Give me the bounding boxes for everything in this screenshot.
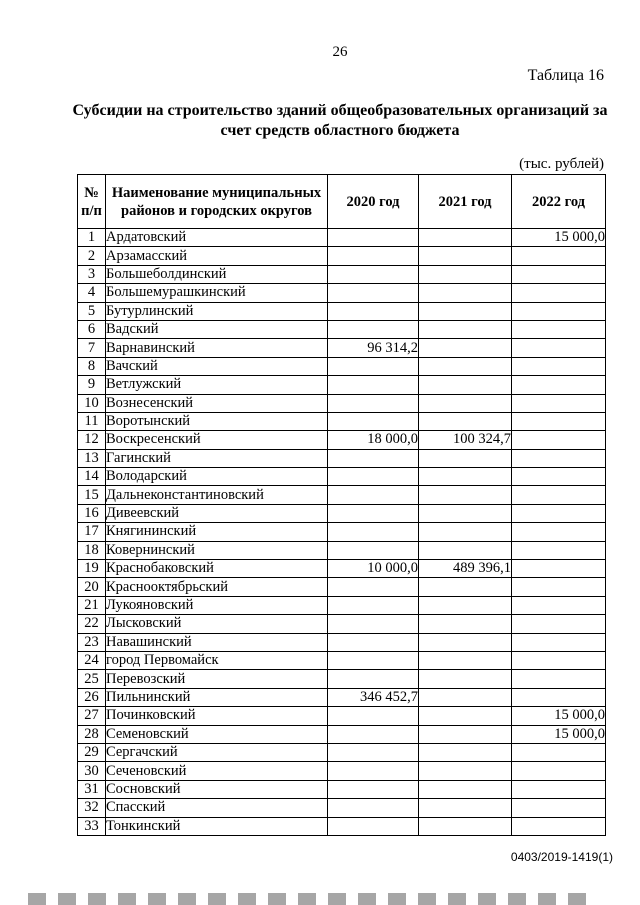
table-row — [78, 247, 606, 265]
value-2020 — [328, 357, 419, 375]
municipality-name: Навашинский — [106, 633, 328, 651]
value-2020 — [328, 247, 419, 265]
value-2021 — [419, 265, 512, 283]
value-2021 — [419, 743, 512, 761]
value-2020 — [328, 486, 419, 504]
municipality-name: Сергачский — [106, 743, 328, 761]
municipality-name: Воротынский — [106, 412, 328, 430]
value-2020 — [328, 817, 419, 835]
value-2020 — [328, 651, 419, 669]
table-row — [78, 431, 606, 449]
value-2020 — [328, 633, 419, 651]
value-2021 — [419, 302, 512, 320]
table-row — [78, 651, 606, 669]
value-2020 — [328, 229, 419, 247]
value-2020 — [328, 394, 419, 412]
value-2021: 100 324,7 — [419, 431, 512, 449]
value-2020 — [328, 707, 419, 725]
value-2022 — [512, 302, 606, 320]
value-2022 — [512, 523, 606, 541]
row-number: 2 — [78, 247, 106, 265]
header-2021: 2021 год — [419, 175, 512, 229]
value-2021 — [419, 615, 512, 633]
table-label: Таблица 16 — [527, 67, 604, 84]
value-2021 — [419, 412, 512, 430]
row-number: 5 — [78, 302, 106, 320]
table-row — [78, 504, 606, 522]
municipality-name: Перевозский — [106, 670, 328, 688]
municipality-name: Вадский — [106, 320, 328, 338]
value-2020: 18 000,0 — [328, 431, 419, 449]
municipality-name: Семеновский — [106, 725, 328, 743]
value-2021 — [419, 578, 512, 596]
municipality-name: Дивеевский — [106, 504, 328, 522]
value-2022 — [512, 486, 606, 504]
units-note: (тыс. рублей) — [519, 156, 604, 172]
value-2020 — [328, 762, 419, 780]
row-number: 8 — [78, 357, 106, 375]
row-number: 33 — [78, 817, 106, 835]
table-row — [78, 707, 606, 725]
value-2022 — [512, 651, 606, 669]
table-row — [78, 412, 606, 430]
row-number: 22 — [78, 615, 106, 633]
title-line-2: счет средств областного бюджета — [220, 122, 460, 139]
value-2021 — [419, 817, 512, 835]
municipality-name: Княгининский — [106, 523, 328, 541]
scan-edge-artifact — [28, 893, 588, 905]
value-2022 — [512, 615, 606, 633]
value-2020: 10 000,0 — [328, 560, 419, 578]
table-row — [78, 560, 606, 578]
value-2020 — [328, 541, 419, 559]
value-2021 — [419, 762, 512, 780]
value-2022: 15 000,0 — [512, 707, 606, 725]
row-number: 18 — [78, 541, 106, 559]
value-2022 — [512, 633, 606, 651]
table-row — [78, 817, 606, 835]
row-number: 4 — [78, 284, 106, 302]
header-row — [78, 175, 606, 229]
value-2021 — [419, 725, 512, 743]
row-number: 19 — [78, 560, 106, 578]
municipality-name: Краснооктябрьский — [106, 578, 328, 596]
value-2020 — [328, 284, 419, 302]
value-2020 — [328, 725, 419, 743]
table-row — [78, 284, 606, 302]
row-number: 6 — [78, 320, 106, 338]
value-2020 — [328, 376, 419, 394]
municipality-name: Лысковский — [106, 615, 328, 633]
value-2022 — [512, 670, 606, 688]
value-2021 — [419, 523, 512, 541]
value-2022 — [512, 780, 606, 798]
row-number: 32 — [78, 799, 106, 817]
row-number: 27 — [78, 707, 106, 725]
value-2021 — [419, 357, 512, 375]
value-2022 — [512, 504, 606, 522]
value-2022 — [512, 449, 606, 467]
value-2020 — [328, 670, 419, 688]
value-2021 — [419, 504, 512, 522]
row-number: 23 — [78, 633, 106, 651]
value-2020 — [328, 596, 419, 614]
value-2021 — [419, 780, 512, 798]
value-2021 — [419, 688, 512, 706]
municipality-name: Большеболдинский — [106, 265, 328, 283]
municipality-name: Володарский — [106, 468, 328, 486]
value-2021 — [419, 633, 512, 651]
municipality-name: Бутурлинский — [106, 302, 328, 320]
value-2021 — [419, 229, 512, 247]
value-2020: 96 314,2 — [328, 339, 419, 357]
value-2022 — [512, 265, 606, 283]
row-number: 10 — [78, 394, 106, 412]
value-2021 — [419, 670, 512, 688]
value-2020 — [328, 523, 419, 541]
municipality-name: Большемурашкинский — [106, 284, 328, 302]
value-2020 — [328, 468, 419, 486]
row-number: 26 — [78, 688, 106, 706]
header-2020: 2020 год — [328, 175, 419, 229]
value-2022 — [512, 541, 606, 559]
page-number: 26 — [332, 44, 348, 60]
row-number: 28 — [78, 725, 106, 743]
value-2021 — [419, 339, 512, 357]
value-2022 — [512, 284, 606, 302]
municipality-name: Дальнеконстантиновский — [106, 486, 328, 504]
row-number: 25 — [78, 670, 106, 688]
header-2022: 2022 год — [512, 175, 606, 229]
table-row — [78, 449, 606, 467]
value-2022 — [512, 578, 606, 596]
table-row — [78, 468, 606, 486]
row-number: 24 — [78, 651, 106, 669]
table-row — [78, 229, 606, 247]
row-number: 31 — [78, 780, 106, 798]
row-number: 11 — [78, 412, 106, 430]
municipality-name: Спасский — [106, 799, 328, 817]
value-2021 — [419, 541, 512, 559]
table-row — [78, 780, 606, 798]
municipality-name: Ветлужский — [106, 376, 328, 394]
value-2021 — [419, 320, 512, 338]
value-2020 — [328, 320, 419, 338]
value-2022 — [512, 357, 606, 375]
table-row — [78, 799, 606, 817]
row-number: 12 — [78, 431, 106, 449]
row-number: 17 — [78, 523, 106, 541]
table-row — [78, 486, 606, 504]
value-2022 — [512, 799, 606, 817]
municipality-name: Ковернинский — [106, 541, 328, 559]
table-title — [60, 101, 620, 141]
table-row — [78, 743, 606, 761]
value-2022 — [512, 468, 606, 486]
table-row — [78, 376, 606, 394]
table-row — [78, 265, 606, 283]
municipality-name: Ардатовский — [106, 229, 328, 247]
value-2022: 15 000,0 — [512, 229, 606, 247]
value-2022 — [512, 431, 606, 449]
value-2020 — [328, 615, 419, 633]
municipality-name: Краснобаковский — [106, 560, 328, 578]
municipality-name: Пильнинский — [106, 688, 328, 706]
table-row — [78, 762, 606, 780]
table-row — [78, 339, 606, 357]
value-2022 — [512, 560, 606, 578]
value-2020 — [328, 578, 419, 596]
value-2021 — [419, 707, 512, 725]
row-number: 13 — [78, 449, 106, 467]
table-row — [78, 394, 606, 412]
value-2022 — [512, 762, 606, 780]
municipality-name: город Первомайск — [106, 651, 328, 669]
table-row — [78, 320, 606, 338]
value-2020 — [328, 302, 419, 320]
table-row — [78, 725, 606, 743]
table-row — [78, 578, 606, 596]
value-2022 — [512, 743, 606, 761]
municipality-name: Починковский — [106, 707, 328, 725]
row-number: 1 — [78, 229, 106, 247]
municipality-name: Вачский — [106, 357, 328, 375]
value-2021 — [419, 799, 512, 817]
row-number: 9 — [78, 376, 106, 394]
row-number: 14 — [78, 468, 106, 486]
value-2021 — [419, 394, 512, 412]
row-number: 21 — [78, 596, 106, 614]
value-2022 — [512, 412, 606, 430]
municipality-name: Тонкинский — [106, 817, 328, 835]
header-name: Наименование муниципальных районов и городских округов — [106, 175, 328, 229]
table-row — [78, 302, 606, 320]
table-body — [78, 229, 606, 836]
value-2020 — [328, 743, 419, 761]
value-2021 — [419, 449, 512, 467]
value-2020 — [328, 799, 419, 817]
value-2022: 15 000,0 — [512, 725, 606, 743]
table-row — [78, 541, 606, 559]
municipality-name: Лукояновский — [106, 596, 328, 614]
subsidies-table — [77, 174, 606, 836]
value-2021 — [419, 468, 512, 486]
header-num: № п/п — [78, 175, 106, 229]
row-number: 7 — [78, 339, 106, 357]
table-row — [78, 688, 606, 706]
value-2020 — [328, 265, 419, 283]
value-2022 — [512, 247, 606, 265]
value-2021 — [419, 486, 512, 504]
value-2020 — [328, 780, 419, 798]
value-2021 — [419, 596, 512, 614]
municipality-name: Сосновский — [106, 780, 328, 798]
value-2020 — [328, 504, 419, 522]
value-2021 — [419, 376, 512, 394]
row-number: 20 — [78, 578, 106, 596]
table-row — [78, 357, 606, 375]
row-number: 15 — [78, 486, 106, 504]
value-2021: 489 396,1 — [419, 560, 512, 578]
table-row — [78, 615, 606, 633]
value-2021 — [419, 247, 512, 265]
municipality-name: Арзамасский — [106, 247, 328, 265]
value-2020: 346 452,7 — [328, 688, 419, 706]
value-2021 — [419, 284, 512, 302]
value-2022 — [512, 596, 606, 614]
table-row — [78, 596, 606, 614]
municipality-name: Гагинский — [106, 449, 328, 467]
value-2022 — [512, 320, 606, 338]
row-number: 3 — [78, 265, 106, 283]
row-number: 30 — [78, 762, 106, 780]
title-line-1: Субсидии на строительство зданий общеобразовательных организаций за — [72, 102, 608, 119]
municipality-name: Варнавинский — [106, 339, 328, 357]
value-2020 — [328, 449, 419, 467]
table-row — [78, 633, 606, 651]
value-2020 — [328, 412, 419, 430]
row-number: 16 — [78, 504, 106, 522]
value-2022 — [512, 817, 606, 835]
municipality-name: Сеченовский — [106, 762, 328, 780]
value-2021 — [419, 651, 512, 669]
value-2022 — [512, 688, 606, 706]
table-row — [78, 523, 606, 541]
municipality-name: Воскресенский — [106, 431, 328, 449]
row-number: 29 — [78, 743, 106, 761]
document-code: 0403/2019-1419(1) — [510, 850, 613, 864]
value-2022 — [512, 376, 606, 394]
municipality-name: Вознесенский — [106, 394, 328, 412]
value-2022 — [512, 339, 606, 357]
table-row — [78, 670, 606, 688]
value-2022 — [512, 394, 606, 412]
